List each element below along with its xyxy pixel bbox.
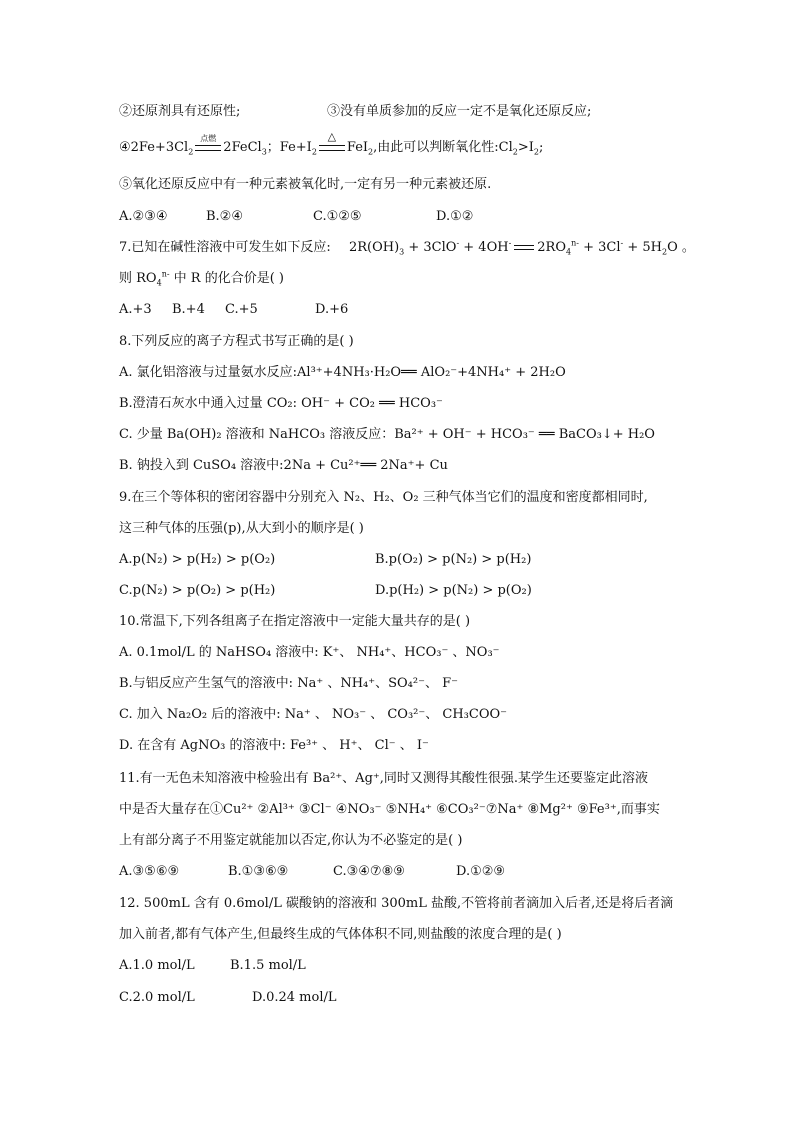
q7-stem2: 则 $RO_4^{n-}$ 中 R 的化合价是( ) <box>119 269 285 288</box>
q10-option-c: C. 加入 Na₂O₂ 后的溶液中: Na⁺ 、 NO₃⁻ 、 CO₃²⁻、 CH₃COO⁻ <box>119 707 507 722</box>
q6-item3: ③没有单质参加的反应一定不是氧化还原反应; <box>327 104 592 119</box>
q8-option-b: B.澄清石灰水中通入过量 CO₂: OH⁻ + CO₂ ══ HCO₃⁻ <box>119 396 443 411</box>
q7-equation: $2R(OH)_3 + 3ClO^- + 4OH^-$ $2RO_4^{n-} + 3Cl^- + 5H_2O$ 。 <box>348 238 695 257</box>
q8-option-d: B. 钠投入到 CuSO₄ 溶液中:2Na + Cu²⁺══ 2Na⁺+ Cu <box>119 458 448 473</box>
q12-option-d: D.0.24 mol/L <box>252 990 337 1005</box>
q10-option-a: A. 0.1mol/L 的 NaHSO₄ 溶液中: K⁺、 NH₄⁺、HCO₃⁻ 、NO₃⁻ <box>119 645 500 660</box>
q9-stem: 9.在三个等体积的密闭容器中分别充入 N₂、H₂、O₂ 三种气体当它们的温度和密度都相同时, <box>119 490 648 505</box>
q7-option-c: C.+5 <box>225 302 258 317</box>
q11-stem: 11.有一无色未知溶液中检验出有 Ba²⁺、Ag⁺,同时又测得其酸性很强.某学生还要鉴定此溶液 <box>119 771 649 786</box>
q12-option-a: A.1.0 mol/L <box>119 958 195 973</box>
q6-option-a: A.②③④ <box>119 209 168 224</box>
q11-option-a: A.③⑤⑥⑨ <box>119 864 180 879</box>
condition-arrow: 点燃 <box>193 140 223 156</box>
q6-option-d: D.①② <box>436 209 474 224</box>
q7-option-b: B.+4 <box>172 302 205 317</box>
q7-option-d: D.+6 <box>315 302 349 317</box>
q11-stem3: 上有部分离子不用鉴定就能加以否定,你认为不必鉴定的是( ) <box>119 833 463 848</box>
q7-option-a: A.+3 <box>119 302 152 317</box>
q8-option-a: A. 氯化铝溶液与过量氨水反应:Al³⁺+4NH₃·H₂O══ AlO₂⁻+4NH₄⁺ + 2H₂O <box>119 365 566 380</box>
q9-option-b: B.p(O₂) > p(N₂) > p(H₂) <box>375 552 532 567</box>
q6-option-c: C.①②⑤ <box>313 209 362 224</box>
q9-option-d: D.p(H₂) > p(N₂) > p(O₂) <box>375 583 532 598</box>
q9-option-c: C.p(N₂) > p(O₂) > p(H₂) <box>119 583 276 598</box>
q8-option-c: C. 少量 Ba(OH)₂ 溶液和 NaHCO₃ 溶液反应：Ba²⁺ + OH⁻ + HCO₃⁻ ══ BaCO₃↓+ H₂O <box>119 427 655 442</box>
q9-stem2: 这三种气体的压强(p),从大到小的顺序是( ) <box>119 521 364 536</box>
q6-item5: ⑤氧化还原反应中有一种元素被氧化时,一定有另一种元素被还原. <box>119 177 492 192</box>
q12-option-b: B.1.5 mol/L <box>230 958 306 973</box>
q7-stem: 7.已知在碱性溶液中可发生如下反应: $2R(OH)_3 + 3ClO^- + 4OH^-$ $2RO_4^{n-} + 3Cl^- + 5H_2O$ 。 <box>119 238 695 257</box>
q11-option-c: C.③④⑦⑧⑨ <box>333 864 405 879</box>
q10-option-b: B.与铝反应产生氢气的溶液中: Na⁺ 、NH₄⁺、SO₄²⁻、 F⁻ <box>119 676 458 691</box>
q11-option-d: D.①②⑨ <box>456 864 506 879</box>
q12-option-c: C.2.0 mol/L <box>119 990 195 1005</box>
q12-stem2: 加入前者,都有气体产生,但最终生成的气体体积不同,则盐酸的浓度合理的是( ) <box>119 927 562 942</box>
q11-option-b: B.①③⑥⑨ <box>228 864 289 879</box>
q6-item4: $④2Fe+3Cl_2$ 点燃 2FeCl$_3$；$Fe+I_2$ △ FeI$_2$,由此可以判断氧化性$:Cl_2>I_2$; <box>119 130 544 157</box>
heat-arrow: △ <box>317 140 347 156</box>
q10-option-d: D. 在含有 AgNO₃ 的溶液中: Fe³⁺ 、 H⁺、 Cl⁻ 、 I⁻ <box>119 738 429 753</box>
q8-stem: 8.下列反应的离子方程式书写正确的是( ) <box>119 334 354 349</box>
q6-item2: ②还原剂具有还原性; <box>119 104 241 119</box>
q10-stem: 10.常温下,下列各组离子在指定溶液中一定能大量共存的是( ) <box>119 614 471 629</box>
q12-stem: 12. 500mL 含有 0.6mol/L 碳酸钠的溶液和 300mL 盐酸,不管将前者滴加入后者,还是将后者滴 <box>119 896 674 911</box>
q9-option-a: A.p(N₂) > p(H₂) > p(O₂) <box>119 552 276 567</box>
q11-stem2: 中是否大量存在①Cu²⁺ ②Al³⁺ ③Cl⁻ ④NO₃⁻ ⑤NH₄⁺ ⑥CO₃²⁻⑦Na⁺ ⑧Mg²⁺ ⑨Fe³⁺,而事实 <box>119 802 660 817</box>
q6-option-b: B.②④ <box>206 209 243 224</box>
